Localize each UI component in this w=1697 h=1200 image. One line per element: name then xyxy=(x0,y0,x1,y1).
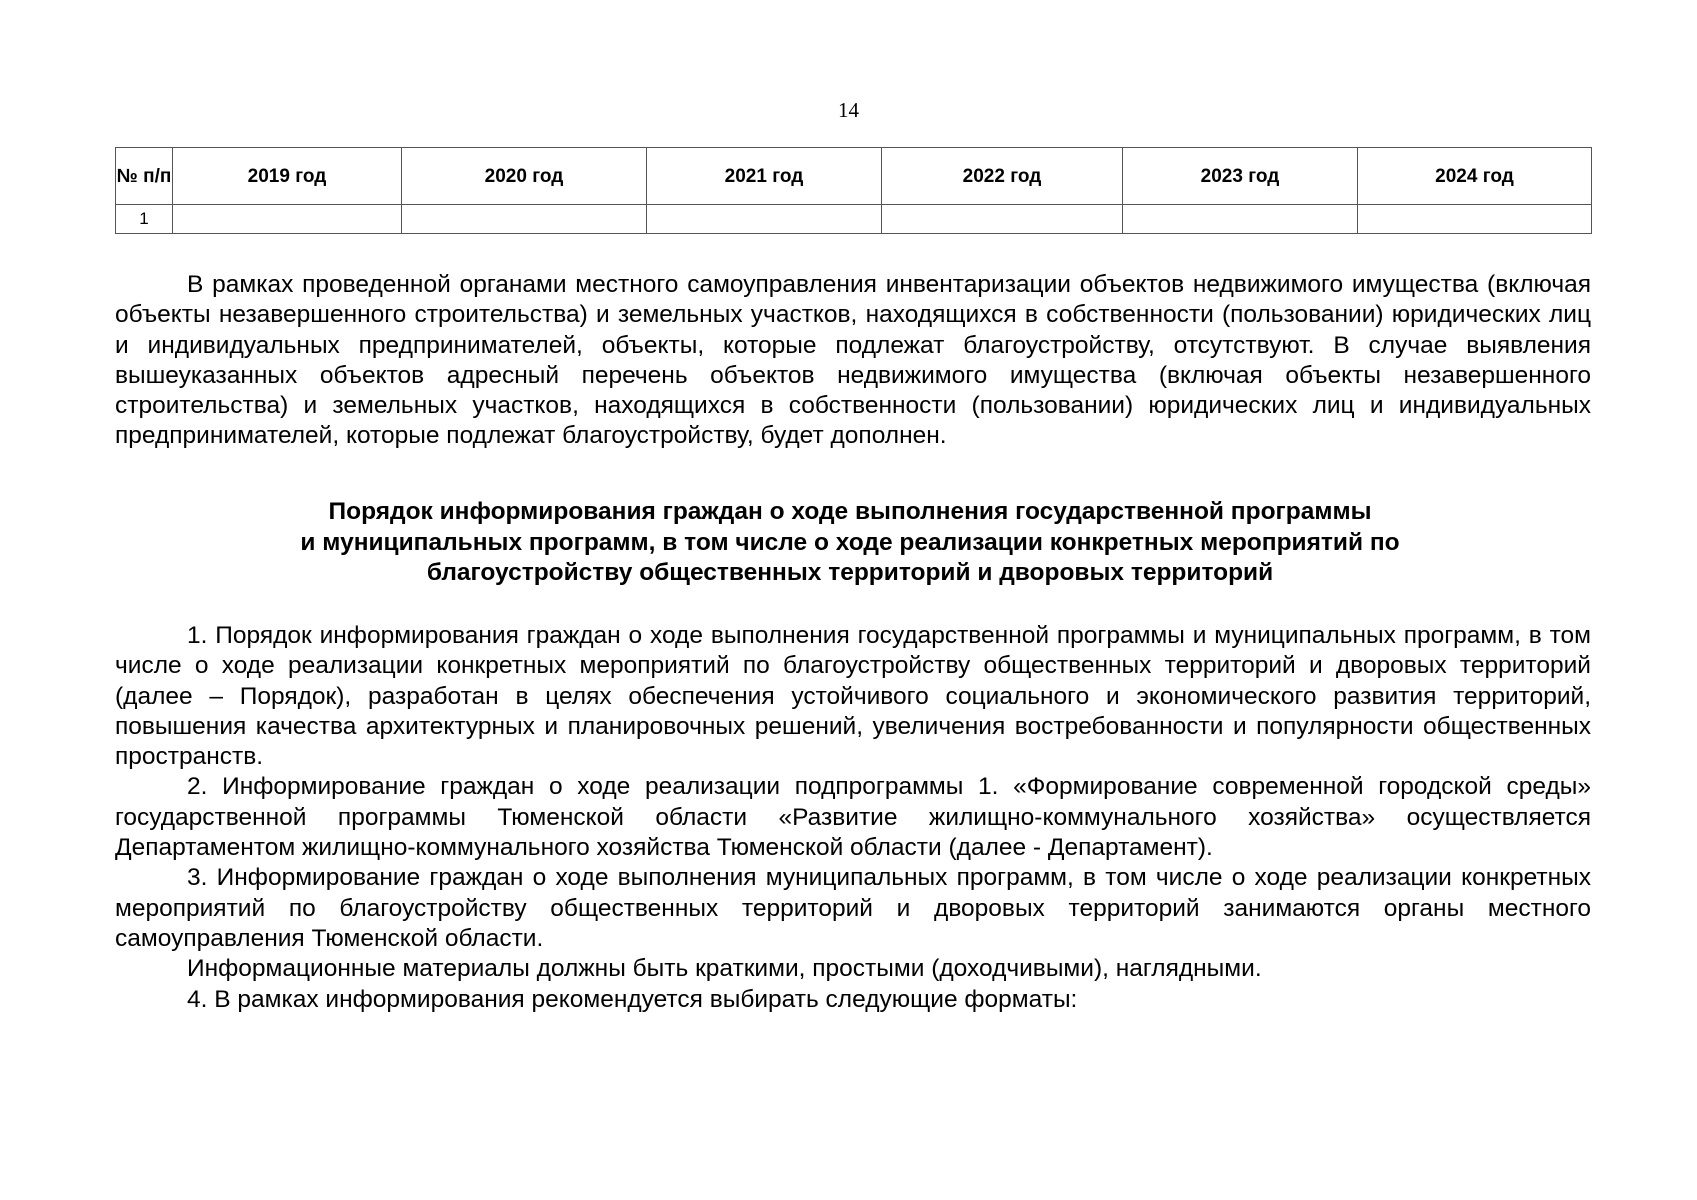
section-heading xyxy=(260,497,1440,589)
table-cell xyxy=(1123,205,1358,234)
table-cell xyxy=(173,205,402,234)
header-cell-2023: 2023 год xyxy=(1123,148,1358,205)
paragraph-3: 3. Информирование граждан о ходе выполнения муниципальных программ, в том числе о ходе реализации конкретных мероприятий по благоустройству общественных территорий и дворовых территорий занимаются органы местного самоуправления Тюменской области. xyxy=(115,864,1591,952)
header-cell-2021: 2021 год xyxy=(647,148,882,205)
table-cell xyxy=(882,205,1123,234)
paragraph-info-materials: Информационные материалы должны быть краткими, простыми (доходчивыми), наглядными. xyxy=(187,955,1262,983)
intro-paragraph: В рамках проведенной органами местного самоуправления инвентаризации объектов недвижимого имущества (включая объекты незавершенного строительства) и земельных участков, находящихся в собственности (пользовании) юридических лиц и индивидуальных предпринимателей, объекты, которые подлежат благоустройству, отсутствуют. В случае выявления вышеуказанных объектов адресный перечень объектов недвижимого имущества (включая объекты незавершенного строительства) и земельных участков, находящихся в собственности (пользовании) юридических лиц и индивидуальных предпринимателей, которые подлежат благоустройству, будет дополнен. xyxy=(115,271,1591,450)
paragraph-1: 1. Порядок информирования граждан о ходе выполнения государственной программы и муниципальных программ, в том числе о ходе реализации конкретных мероприятий по благоустройству общественных территорий и дворовых территорий (далее – Порядок), разработан в целях обеспечения устойчивого социального и экономического развития территорий, повышения качества архитектурных и планировочных решений, увеличения востребованности и популярности общественных пространств. xyxy=(115,622,1591,771)
page-number: 14 xyxy=(838,98,859,122)
table-cell: 1 xyxy=(116,205,173,234)
paragraph-2: 2. Информирование граждан о ходе реализации подпрограммы 1. «Формирование современной городской среды» государственной программы Тюменской области «Развитие жилищно-коммунального хозяйства» осуществляется Департаментом жилищно-коммунального хозяйства Тюменской области (далее - Департамент). xyxy=(115,773,1591,862)
table-cell xyxy=(647,205,882,234)
table-header-row xyxy=(116,148,1592,205)
years-table xyxy=(115,147,1592,234)
table-cell xyxy=(402,205,647,234)
header-cell-2020: 2020 год xyxy=(402,148,647,205)
paragraph-4: 4. В рамках информирования рекомендуется выбирать следующие форматы: xyxy=(187,985,1078,1013)
heading-line: Порядок информирования граждан о ходе выполнения государственной программы xyxy=(328,498,1372,525)
table-cell xyxy=(1358,205,1592,234)
header-cell-2019: 2019 год xyxy=(173,148,402,205)
header-cell-2022: 2022 год xyxy=(882,148,1123,205)
heading-line: благоустройству общественных территорий и дворовых территорий xyxy=(426,559,1274,586)
body-section xyxy=(115,621,1591,1015)
heading-line: и муниципальных программ, в том числе о ходе реализации конкретных мероприятий по xyxy=(300,528,1400,556)
table-row xyxy=(116,205,1592,234)
intro-section xyxy=(115,270,1591,452)
header-cell-number: № п/п xyxy=(116,148,173,205)
header-cell-2024: 2024 год xyxy=(1358,148,1592,205)
